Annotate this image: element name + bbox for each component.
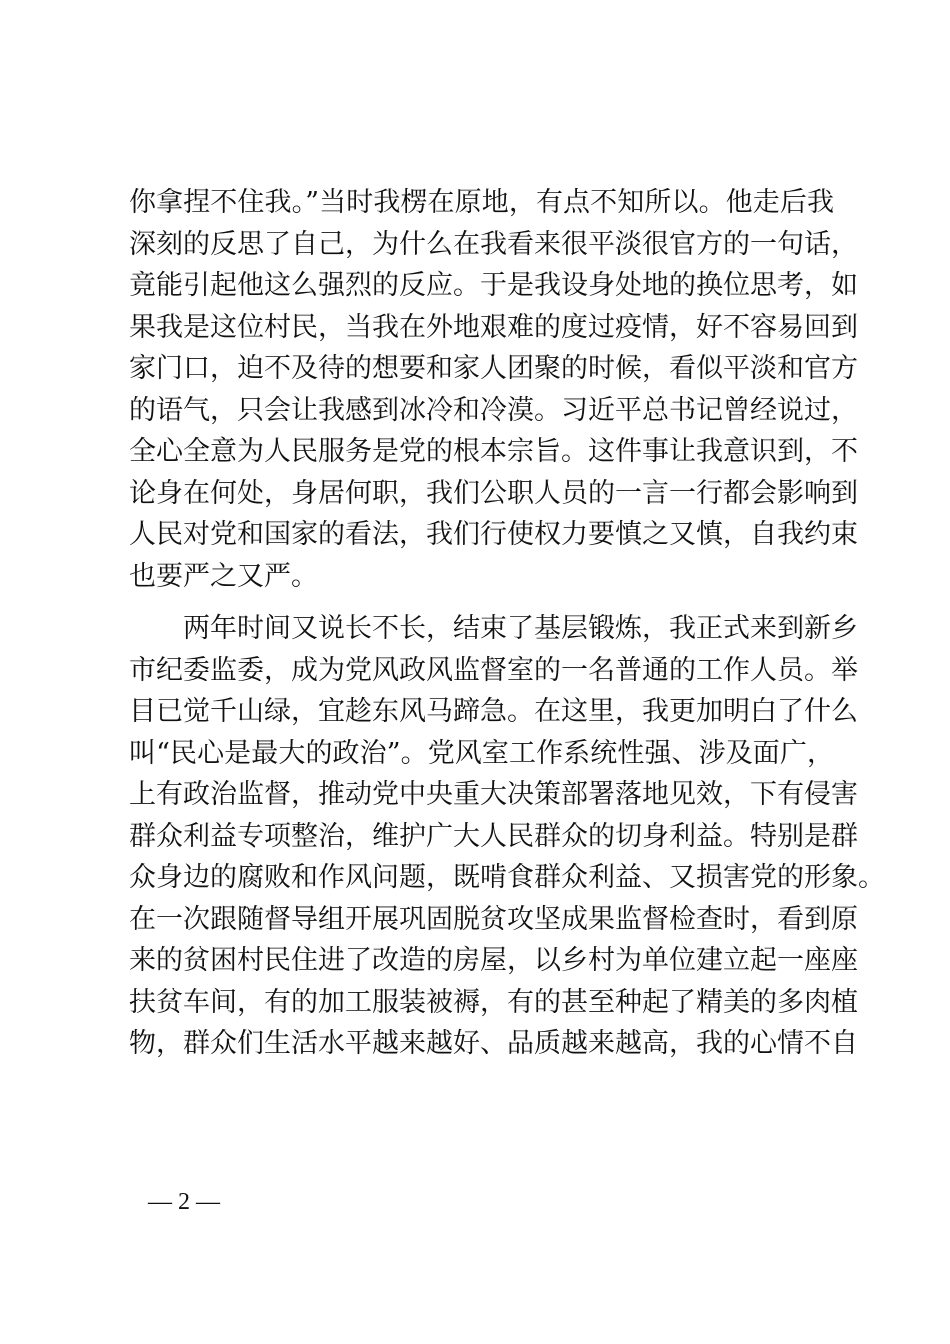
text-line: 扶贫车间，有的加工服装被褥，有的甚至种起了精美的多肉植 bbox=[129, 986, 858, 1018]
text-line: 你拿捏不住我。”当时我楞在原地，有点不知所以。他走后我 bbox=[129, 187, 834, 218]
text-line: 论身在何处，身居何职，我们公职人员的一言一行都会影响到 bbox=[129, 477, 858, 509]
paragraph bbox=[129, 182, 858, 597]
text-line: 深刻的反思了自己，为什么在我看来很平淡很官方的一句话， bbox=[129, 228, 858, 260]
text-line: 两年时间又说长不长，结束了基层锻炼，我正式来到新乡 bbox=[183, 613, 858, 644]
text-line: 目已觉千山绿，宜趁东风马蹄急。在这里，我更加明白了什么 bbox=[129, 696, 858, 727]
paragraph-spacer bbox=[129, 597, 834, 608]
text-line: 市纪委监委，成为党风政风监督室的一名普通的工作人员。举 bbox=[129, 654, 858, 686]
body-text bbox=[129, 182, 885, 1065]
text-line: 叫“民心是最大的政治”。党风室工作系统性强、涉及面广， bbox=[129, 737, 834, 769]
text-line: 的语气，只会让我感到冰冷和冷漠。习近平总书记曾经说过， bbox=[129, 394, 858, 426]
text-line: 物，群众们生活水平越来越好、品质越来越高，我的心情不自 bbox=[129, 1028, 858, 1059]
text-line: 众身边的腐败和作风问题，既啃食群众利益、又损害党的形象。 bbox=[129, 862, 885, 893]
text-line: 人民对党和国家的看法，我们行使权力要慎之又慎，自我约束 bbox=[129, 519, 858, 550]
text-line: 竟能引起他这么强烈的反应。于是我设身处地的换位思考，如 bbox=[129, 270, 858, 301]
text-line: 群众利益专项整治，维护广大人民群众的切身利益。特别是群 bbox=[129, 820, 858, 852]
text-line: 也要严之又严。 bbox=[129, 560, 318, 592]
text-line: 全心全意为人民服务是党的根本宗旨。这件事让我意识到，不 bbox=[129, 436, 858, 467]
page-number: — 2 — bbox=[148, 1189, 220, 1215]
text-line: 果我是这位村民，当我在外地艰难的度过疫情，好不容易回到 bbox=[129, 311, 858, 343]
paragraph bbox=[129, 608, 885, 1065]
text-line: 来的贫困村民住进了改造的房屋，以乡村为单位建立起一座座 bbox=[129, 945, 858, 976]
text-line: 在一次跟随督导组开展巩固脱贫攻坚成果监督检查时，看到原 bbox=[129, 903, 858, 935]
text-line: 上有政治监督，推动党中央重大决策部署落地见效，下有侵害 bbox=[129, 779, 858, 810]
text-line: 家门口，迫不及待的想要和家人团聚的时候，看似平淡和官方 bbox=[129, 353, 858, 384]
